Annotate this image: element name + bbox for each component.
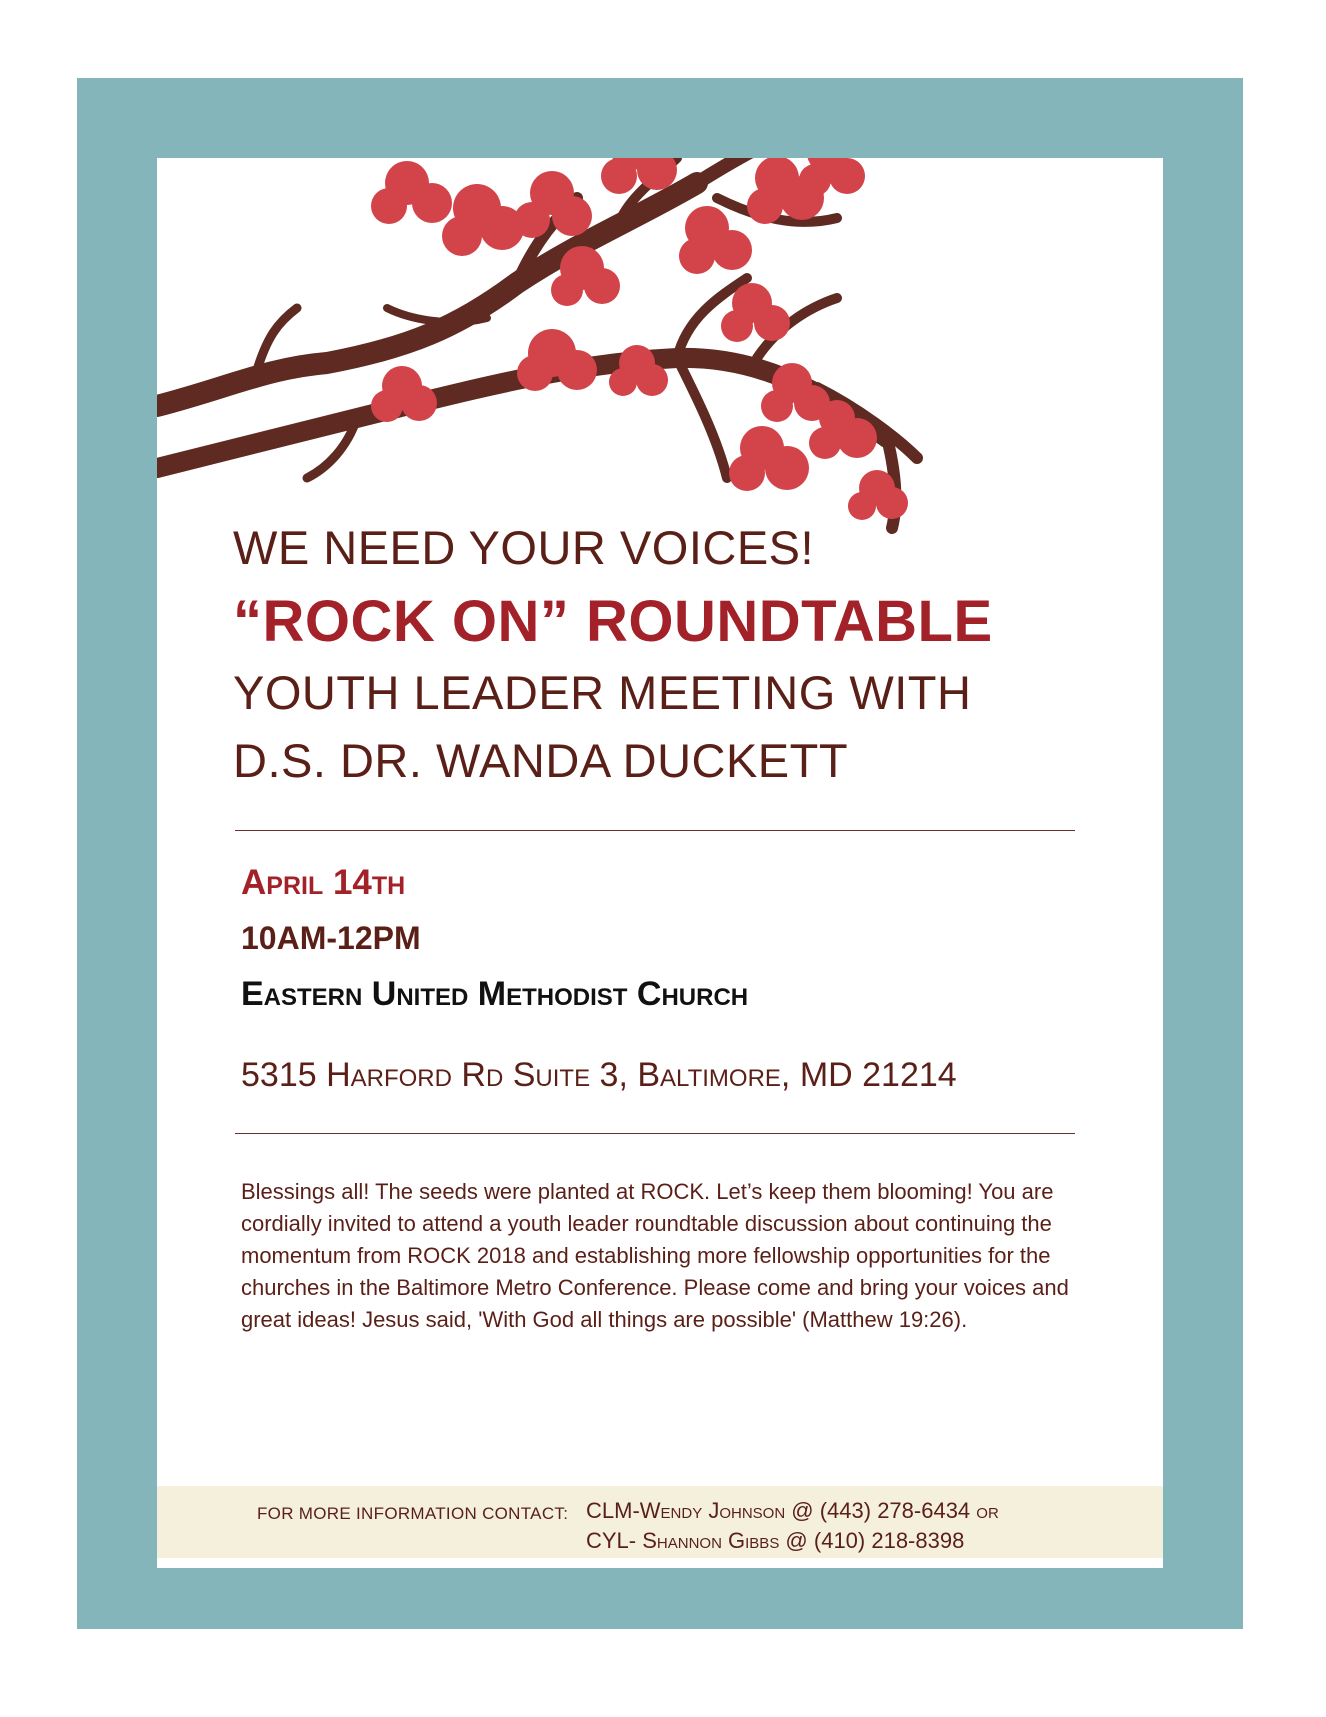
blossom-1 — [371, 161, 452, 224]
event-date: April 14th — [241, 863, 406, 902]
headline-event-title: “ROCK ON” ROUNDTABLE — [233, 589, 993, 654]
event-address: 5315 Harford Rd Suite 3, Baltimore, MD 21214 — [241, 1056, 957, 1094]
contact-label: FOR MORE INFORMATION CONTACT: — [257, 1504, 569, 1523]
divider-bottom — [235, 1133, 1075, 1134]
contact-line-wendy: CLM-Wendy Johnson @ (443) 278-6434 or — [586, 1498, 999, 1523]
flyer-page — [157, 158, 1163, 1568]
contact-line-shannon: CYL- Shannon Gibbs @ (410) 218-8398 — [586, 1528, 965, 1553]
blossom-8 — [799, 158, 865, 196]
contact-banner — [157, 1486, 1163, 1558]
divider-top — [235, 830, 1075, 831]
cherry-blossom-branch-illustration — [157, 158, 1163, 658]
headline-subtitle-line-2: D.S. DR. WANDA DUCKETT — [233, 734, 849, 787]
invitation-paragraph: Blessings all! The seeds were planted at ROCK. Let’s keep them blooming! You are cordially invited to attend a youth leader roundtable discussion about continuing the momentum from ROCK 2018 and establishing more fellowship opportunities for the churches in the Baltimore Metro Conference. Please come and bring your voices and great ideas! Jesus said, 'With God all things are possible' (Matthew 19:26). — [241, 1179, 1069, 1332]
flyer-frame — [77, 78, 1243, 1629]
blossom-6 — [679, 206, 752, 274]
headline-subtitle-line-1: YOUTH LEADER MEETING WITH — [233, 666, 972, 719]
blossom-2 — [442, 184, 524, 256]
blossom-15 — [729, 426, 809, 491]
headline-we-need-your-voices: WE NEED YOUR VOICES! — [233, 521, 815, 574]
event-venue: Eastern United Methodist Church — [241, 975, 749, 1013]
event-time: 10AM-12PM — [241, 920, 421, 956]
